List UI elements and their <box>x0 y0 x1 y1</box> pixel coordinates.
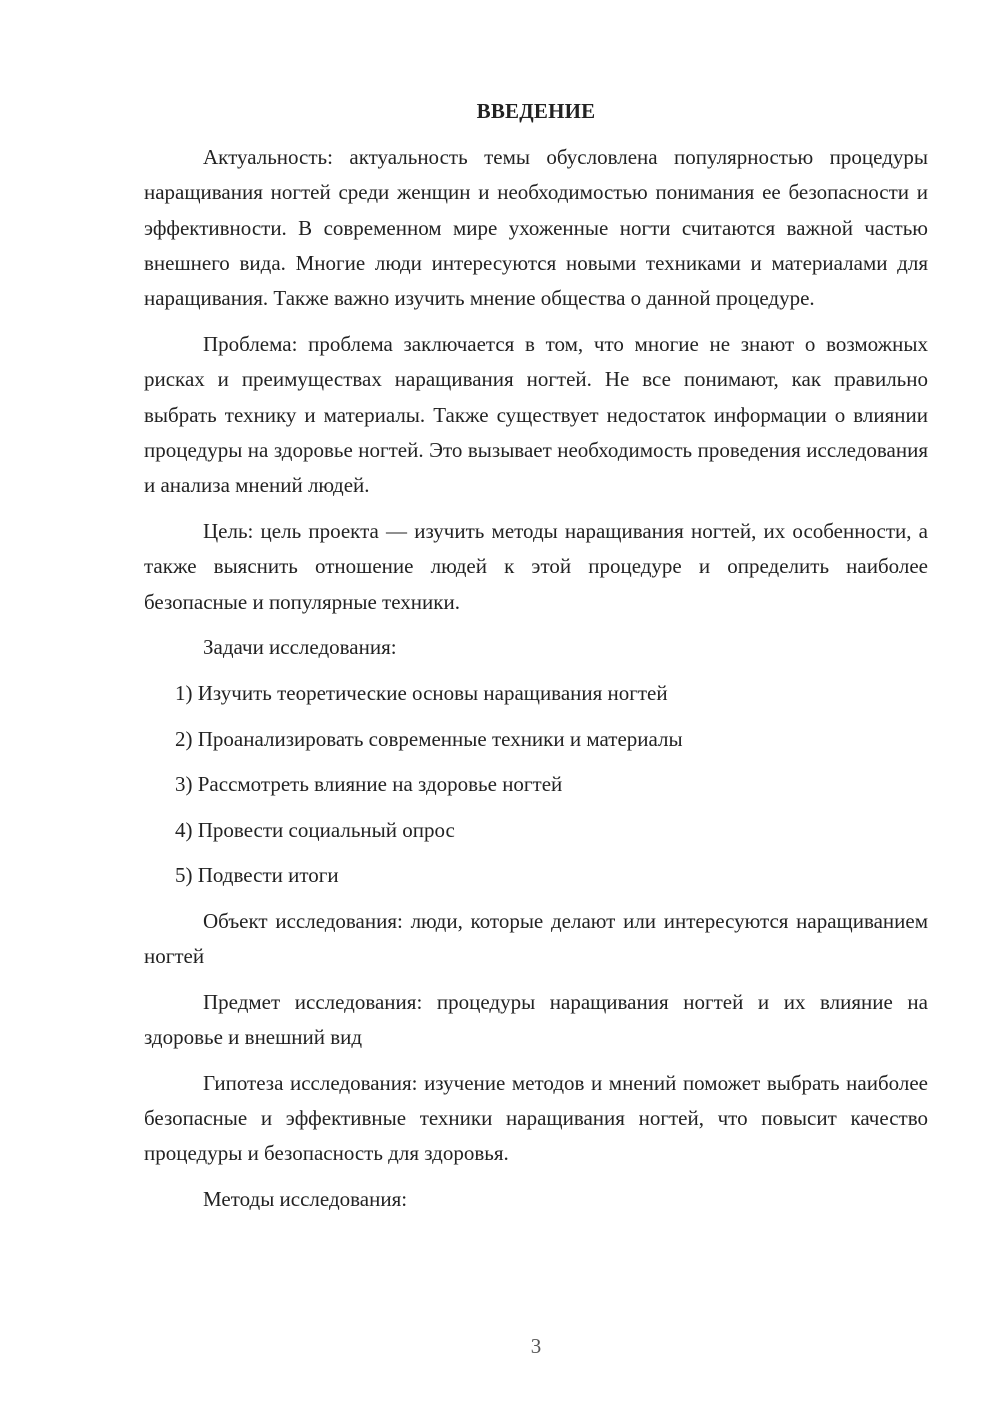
problem-paragraph: Проблема: проблема заключается в том, что многие не знают о возможных рисках и преимуществах наращивания ногтей. Не все понимают, как правильно выбрать технику и материалы. Также существует недостаток информации о влиянии процедуры на здоровье ногтей. Это вызывает необходимость проведения исследования и анализа мнений людей. <box>144 331 928 498</box>
tasks-list <box>144 676 928 893</box>
section-title: ВВЕДЕНИЕ <box>476 99 596 123</box>
relevance-paragraph: Актуальность: актуальность темы обусловлена популярностью процедуры наращивания ногтей среди женщин и необходимостью понимания ее безопасности и эффективности. В современном мире ухоженные ногти считаются важной частью внешнего вида. Многие люди интересуются новыми техниками и материалами для наращивания. Также важно изучить мнение общества о данной процедуре. <box>144 145 928 311</box>
object-paragraph: Объект исследования: люди, которые делают или интересуются наращиванием ногтей <box>144 908 928 968</box>
goal-paragraph: Цель: цель проекта — изучить методы наращивания ногтей, их особенности, а также выяснить отношение людей к этой процедуре и определить наиболее безопасные и популярные техники. <box>144 518 928 614</box>
methods-heading: Методы исследования: <box>203 1187 408 1212</box>
list-item: 1) Изучить теоретические основы наращивания ногтей <box>175 681 668 706</box>
tasks-heading: Задачи исследования: <box>203 635 397 660</box>
list-item: 4) Провести социальный опрос <box>175 817 455 842</box>
page-content <box>144 94 928 1228</box>
list-item: 3) Рассмотреть влияние на здоровье ногтей <box>175 772 563 797</box>
page-number: 3 <box>530 1334 542 1358</box>
subject-paragraph: Предмет исследования: процедуры наращивания ногтей и их влияние на здоровье и внешний вид <box>144 989 928 1049</box>
hypothesis-paragraph: Гипотеза исследования: изучение методов и мнений поможет выбрать наиболее безопасные и эффективные техники наращивания ногтей, что повысит качество процедуры и безопасность для здоровья. <box>144 1070 928 1166</box>
list-item: 2) Проанализировать современные техники и материалы <box>175 726 683 751</box>
list-item: 5) Подвести итоги <box>175 863 339 888</box>
